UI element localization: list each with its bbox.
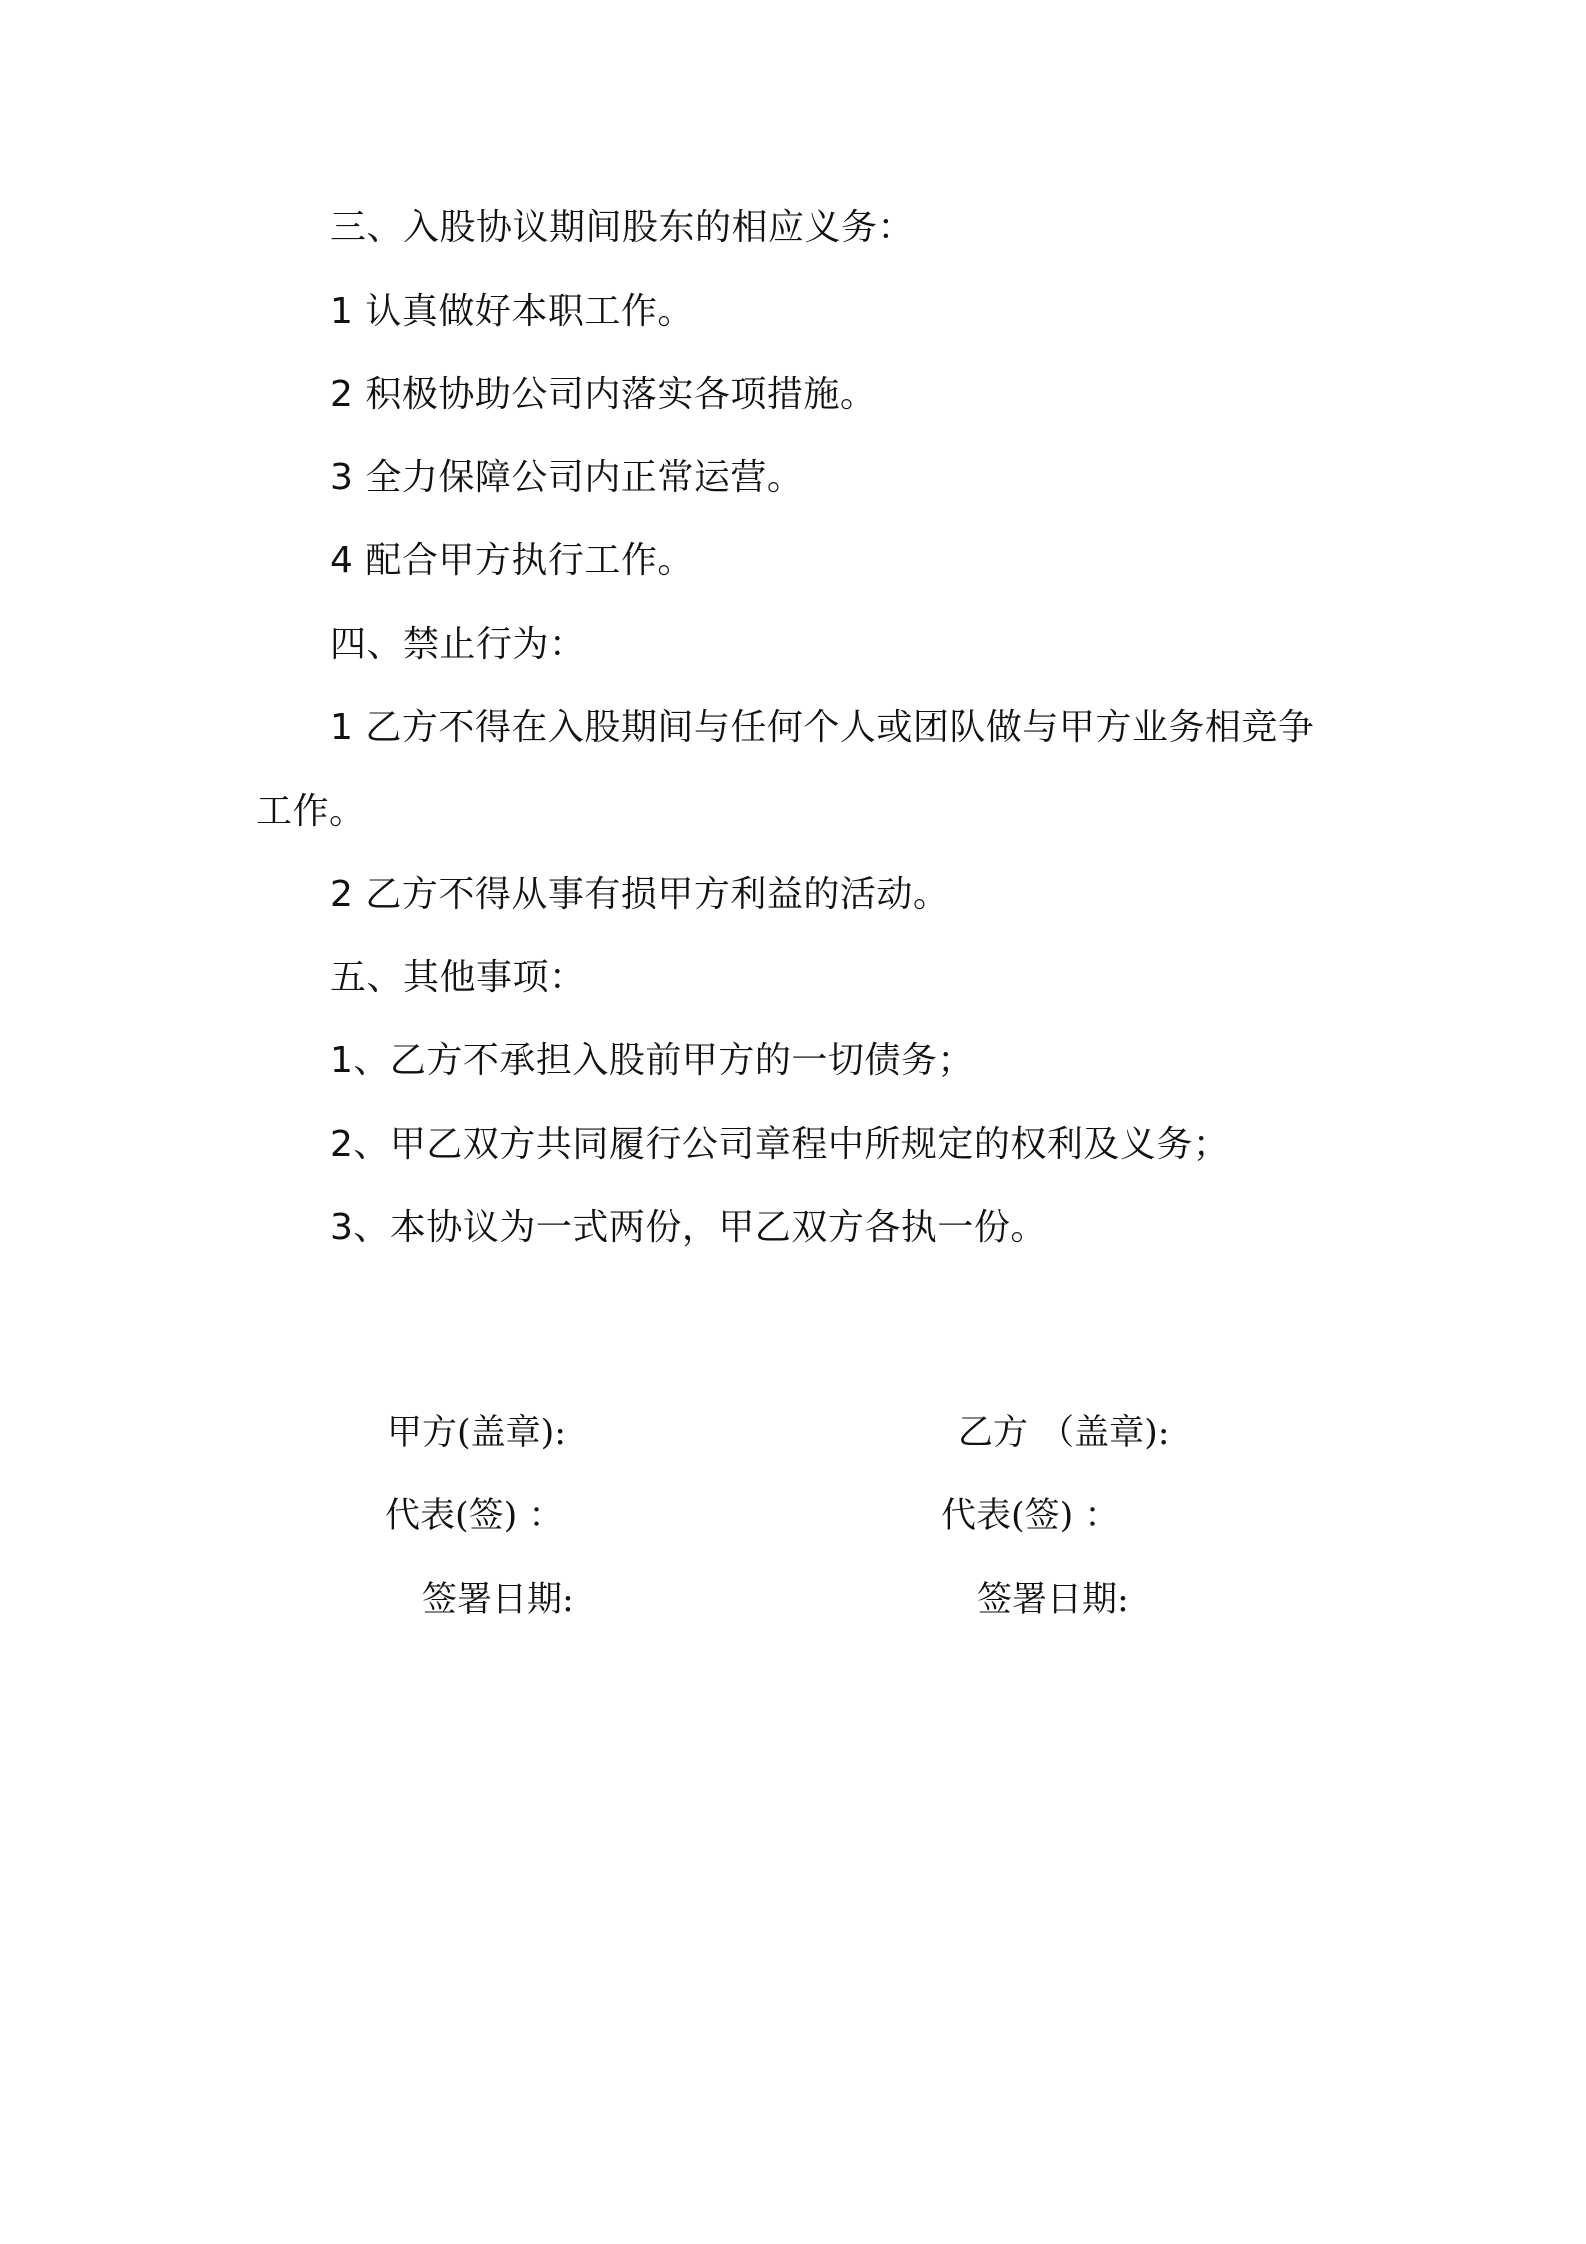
party-b-date-label: 签署日期: [977,1580,1129,1620]
section-4-heading: 四、禁止行为： [330,624,586,665]
section-3-item-1: 1 认真做好本职工作。 [330,291,694,332]
party-a-date-label: 签署日期: [422,1580,574,1620]
section-4-item-2: 2 乙方不得从事有损甲方利益的活动。 [330,874,950,915]
section-4-item-1-line-1: 1 乙方不得在入股期间与任何个人或团队做与甲方业务相竞争 [330,707,1315,748]
party-b-seal-label: 乙方 （盖章): [958,1413,1170,1453]
section-3-item-2: 2 积极协助公司内落实各项措施。 [330,374,877,415]
section-3-item-3: 3 全力保障公司内正常运营。 [330,457,804,498]
section-3-item-4: 4 配合甲方执行工作。 [330,540,694,581]
party-a-representative-label: 代表(签) ： [385,1496,564,1536]
section-5-item-2: 2、甲乙双方共同履行公司章程中所规定的权利及义务； [330,1124,1230,1165]
section-5-item-3: 3、本协议为一式两份，甲乙双方各执一份。 [330,1207,1047,1248]
section-3-heading: 三、入股协议期间股东的相应义务： [330,207,915,248]
section-5-item-1: 1、乙方不承担入股前甲方的一切债务； [330,1040,974,1081]
section-5-heading: 五、其他事项： [330,957,586,998]
section-4-item-1-line-2: 工作。 [256,791,366,832]
party-b-representative-label: 代表(签) ： [941,1496,1120,1536]
party-a-seal-label: 甲方(盖章): [387,1413,567,1453]
